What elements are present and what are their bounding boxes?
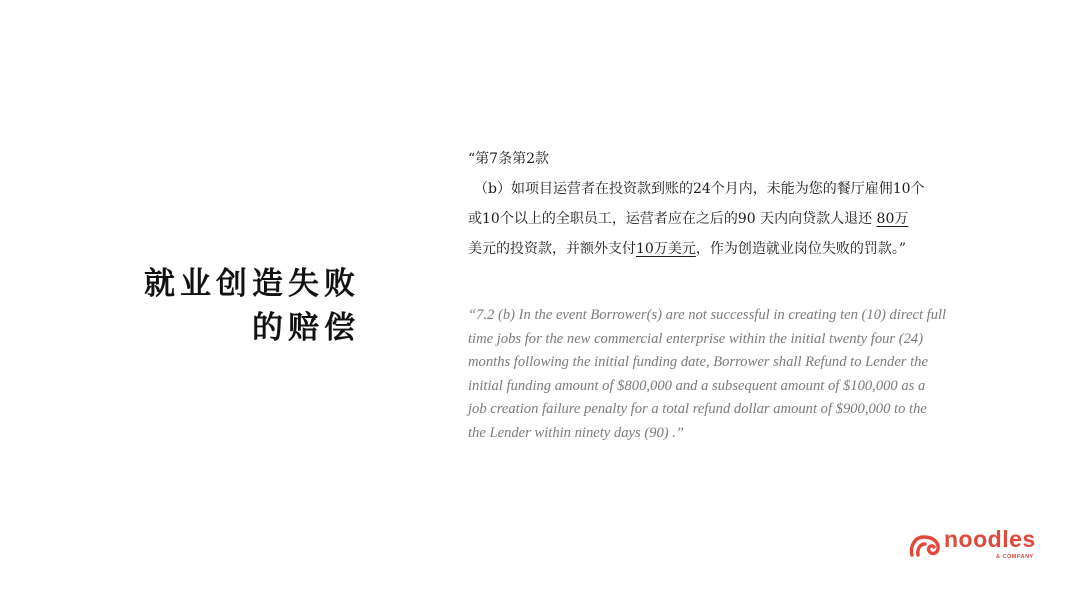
chinese-clause-line xyxy=(468,234,1008,264)
chinese-clause-text: 美元的投资款，并额外支付 xyxy=(468,241,636,257)
english-clause-line: job creation failure penalty for a total refund dollar amount of $900,000 to the xyxy=(468,401,927,418)
chinese-clause-text: 或10个以上的全职员工，运营者应在之后的90 天内向贷款人退还 xyxy=(468,211,877,227)
chinese-clause-line: （b）如项目运营者在投资款到账的24个月内，未能为您的餐厅雇佣10个 xyxy=(474,181,925,197)
logo-wordmark: noodles xyxy=(944,526,1036,552)
english-clause-line: initial funding amount of $800,000 and a subsequent amount of $100,000 as a xyxy=(468,377,926,394)
noodles-company-logo xyxy=(906,526,1046,570)
logo-subtitle: & COMPANY xyxy=(996,554,1034,560)
chinese-clause xyxy=(468,144,1008,264)
chinese-clause-text: ，作为创造就业岗位失败的罚款。” xyxy=(695,241,906,257)
noodle-bowl-icon xyxy=(908,533,944,559)
english-clause-line: time jobs for the new commercial enterprise within the initial twenty four (24) xyxy=(468,330,924,347)
penalty-amount-underlined: 10万美元 xyxy=(636,241,696,257)
english-clause xyxy=(468,304,998,446)
chinese-clause-heading: “第7条第2款 xyxy=(468,151,549,167)
english-clause-line: months following the initial funding date, Borrower shall Refund to Lender the xyxy=(468,354,928,371)
english-clause-line: “7.2 (b) In the event Borrower(s) are not successful in creating ten (10) direct full xyxy=(468,307,947,323)
english-clause-line: the Lender within ninety days (90) .” xyxy=(468,424,685,441)
refund-amount-underlined: 80万 xyxy=(876,211,909,227)
chinese-clause-line xyxy=(468,204,1008,234)
slide-title xyxy=(120,262,360,350)
slide-title-line-1: 就业创造失败 xyxy=(144,266,360,302)
slide-title-line-2: 的赔偿 xyxy=(252,310,360,346)
